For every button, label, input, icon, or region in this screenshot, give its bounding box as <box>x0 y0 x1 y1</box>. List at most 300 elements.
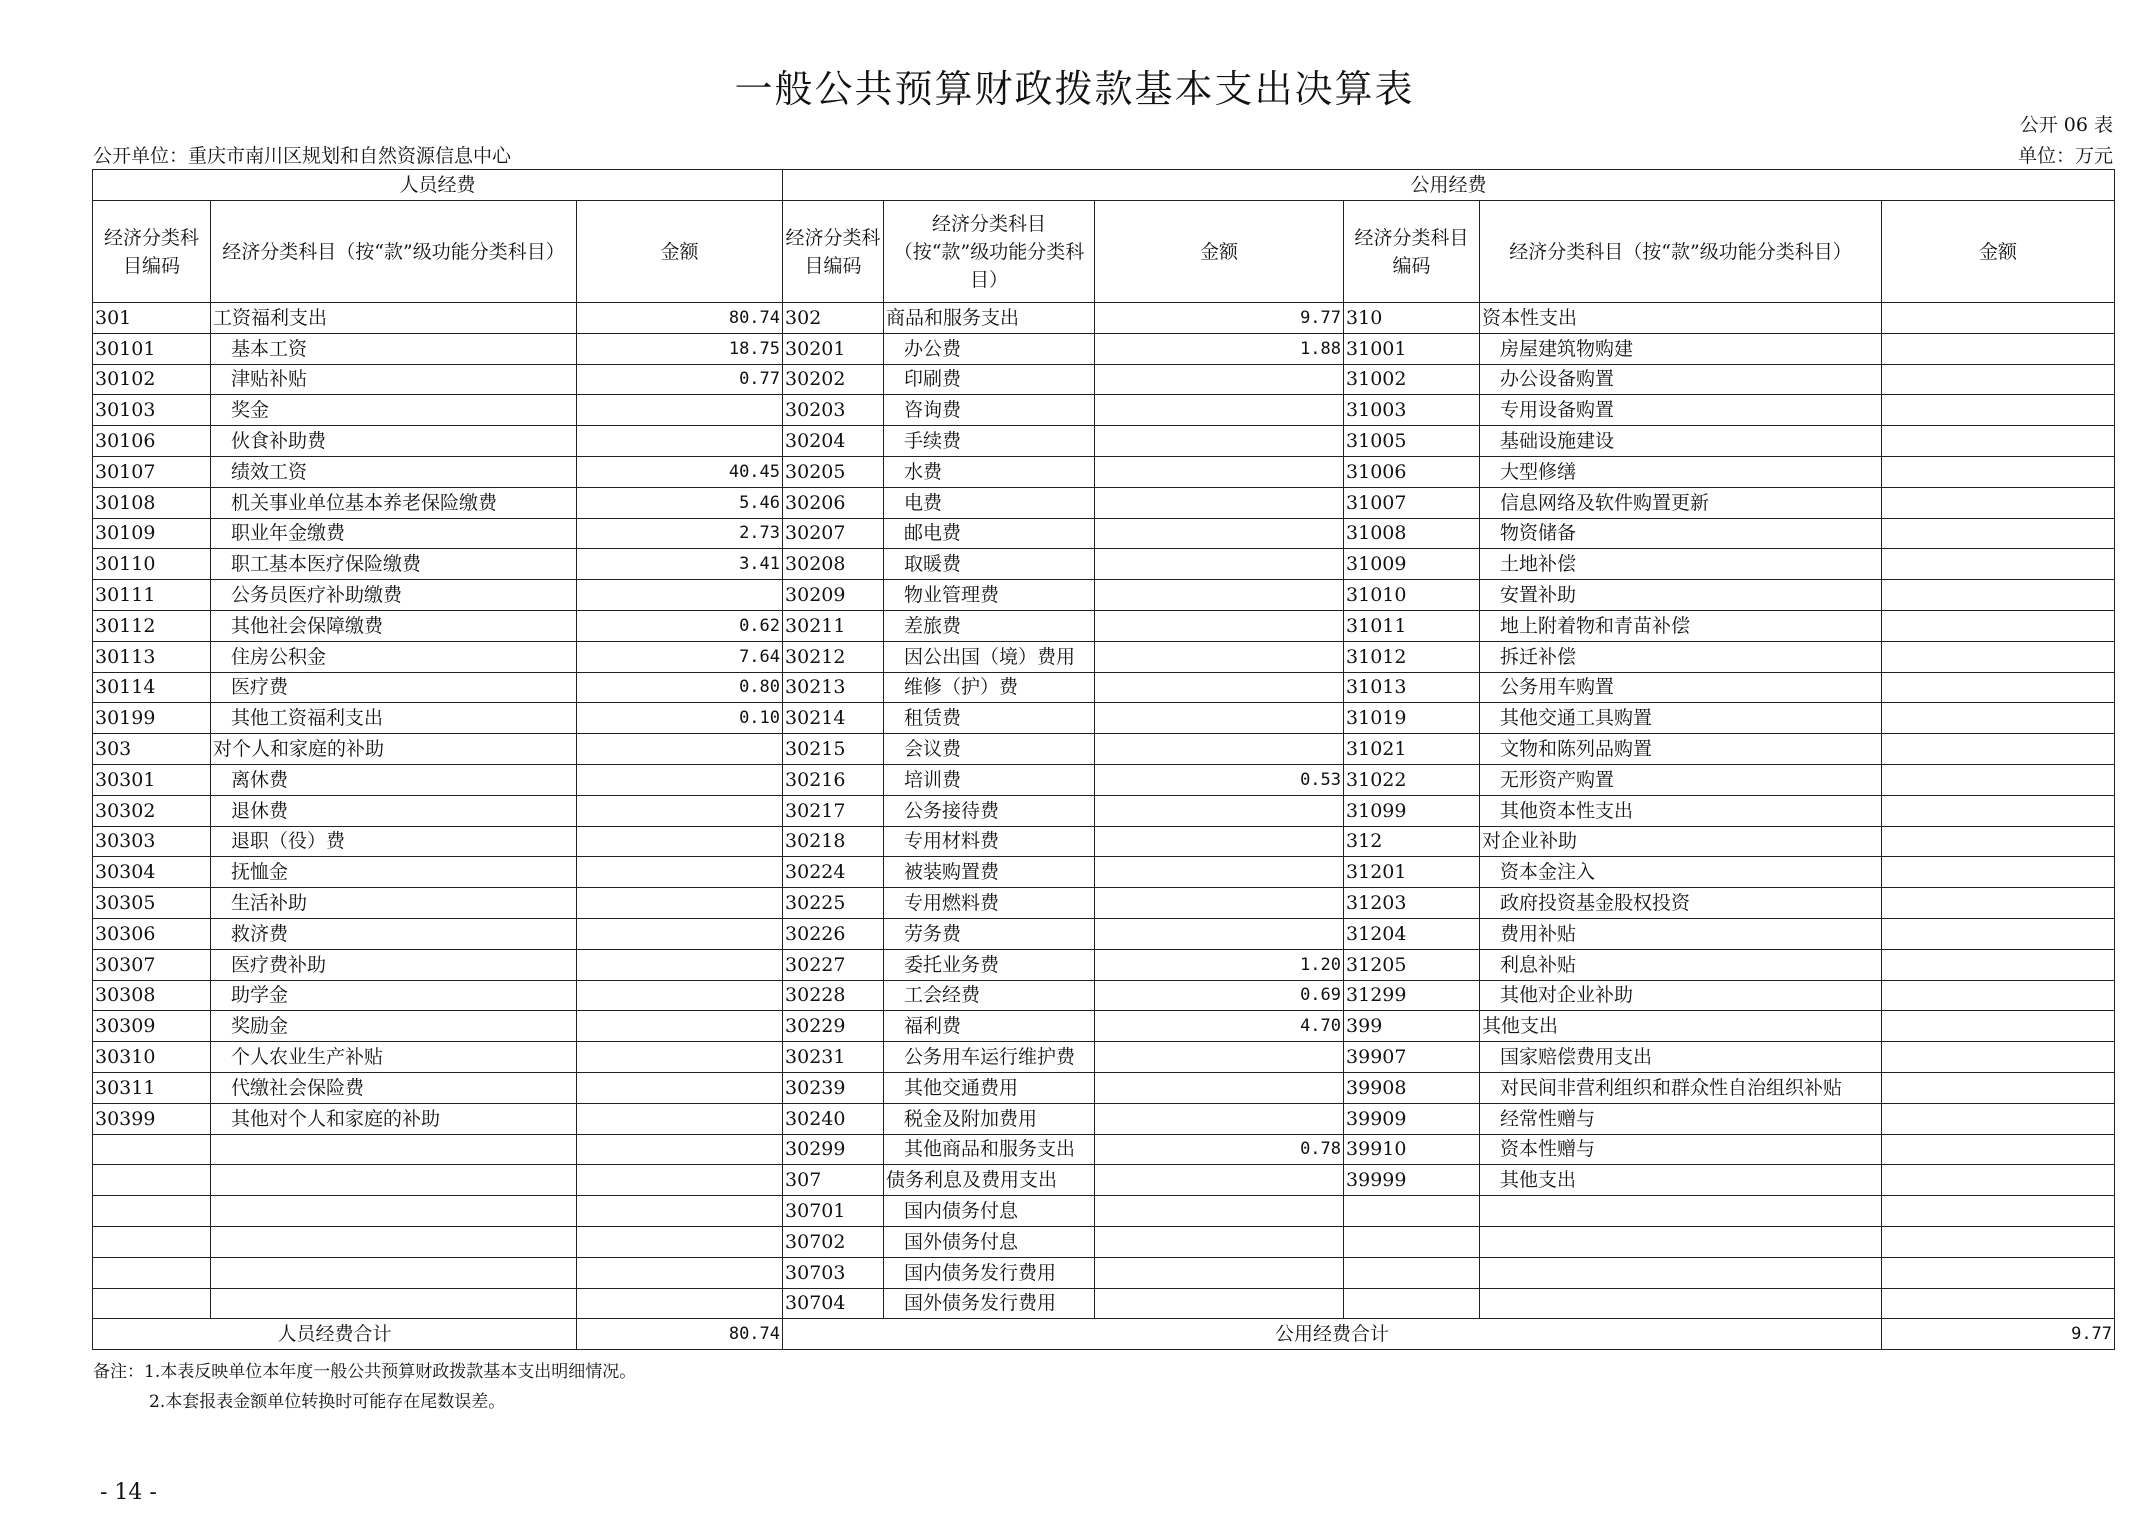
cell-amount <box>577 1257 783 1288</box>
cell-name: 地上附着物和青苗补偿 <box>1480 610 1882 641</box>
cell-name: 手续费 <box>884 426 1095 457</box>
cell-code: 31009 <box>1344 549 1480 580</box>
cell-name: 会议费 <box>884 734 1095 765</box>
cell-amount <box>1095 1226 1344 1257</box>
cell-code: 30209 <box>783 580 884 611</box>
cell-amount: 1.88 <box>1095 333 1344 364</box>
cell-name: 水费 <box>884 456 1095 487</box>
cell-name: 其他对企业补助 <box>1480 980 1882 1011</box>
cell-name: 电费 <box>884 487 1095 518</box>
cell-name: 差旅费 <box>884 610 1095 641</box>
cell-code: 30302 <box>93 795 211 826</box>
cell-code: 31201 <box>1344 857 1480 888</box>
cell-code: 31099 <box>1344 795 1480 826</box>
cell-name: 对民间非营利组织和群众性自治组织补贴 <box>1480 1072 1882 1103</box>
cell-amount <box>577 888 783 919</box>
cell-amount <box>1882 888 2115 919</box>
cell-code: 30306 <box>93 918 211 949</box>
cell-code: 30111 <box>93 580 211 611</box>
cell-code: 30101 <box>93 333 211 364</box>
cell-name: 专用设备购置 <box>1480 395 1882 426</box>
cell-amount <box>1882 1072 2115 1103</box>
cell-name: 国外债务发行费用 <box>884 1288 1095 1319</box>
cell-code: 312 <box>1344 826 1480 857</box>
cell-name: 物资储备 <box>1480 518 1882 549</box>
cell-amount <box>577 1011 783 1042</box>
cell-amount <box>1882 1103 2115 1134</box>
cell-amount <box>577 1042 783 1073</box>
cell-amount: 0.80 <box>577 672 783 703</box>
header-name: 经济分类科目（按“款”级功能分类科目） <box>211 201 577 303</box>
cell-name: 咨询费 <box>884 395 1095 426</box>
cell-code: 30110 <box>93 549 211 580</box>
cell-name: 公务接待费 <box>884 795 1095 826</box>
totals-row <box>93 1319 2115 1350</box>
cell-name: 安置补助 <box>1480 580 1882 611</box>
cell-amount <box>1095 918 1344 949</box>
cell-amount <box>577 734 783 765</box>
cell-code: 30704 <box>783 1288 884 1319</box>
cell-name: 津贴补贴 <box>211 364 577 395</box>
cell-code: 31021 <box>1344 734 1480 765</box>
cell-amount <box>577 1103 783 1134</box>
cell-amount <box>1095 456 1344 487</box>
cell-code: 31019 <box>1344 703 1480 734</box>
cell-amount <box>1095 734 1344 765</box>
expenditure-table <box>92 169 2115 1350</box>
cell-amount <box>1882 610 2115 641</box>
cell-name: 生活补助 <box>211 888 577 919</box>
cell-amount <box>1882 456 2115 487</box>
cell-amount <box>1095 395 1344 426</box>
cell-name: 其他支出 <box>1480 1165 1882 1196</box>
cell-name <box>1480 1226 1882 1257</box>
cell-name: 资本性赠与 <box>1480 1134 1882 1165</box>
cell-name: 国内债务发行费用 <box>884 1257 1095 1288</box>
cell-amount <box>1882 949 2115 980</box>
cell-name: 印刷费 <box>884 364 1095 395</box>
cell-name: 办公设备购置 <box>1480 364 1882 395</box>
cell-amount: 0.10 <box>577 703 783 734</box>
cell-amount <box>1882 1226 2115 1257</box>
cell-code: 31013 <box>1344 672 1480 703</box>
note-2: 2.本套报表金额单位转换时可能存在尾数误差。 <box>149 1392 506 1412</box>
personnel-total-amount: 80.74 <box>577 1319 783 1350</box>
table-row <box>93 1196 2115 1227</box>
cell-code: 31002 <box>1344 364 1480 395</box>
cell-code: 39910 <box>1344 1134 1480 1165</box>
cell-amount <box>1095 1165 1344 1196</box>
table-row <box>93 949 2115 980</box>
cell-amount <box>577 1165 783 1196</box>
cell-code: 31204 <box>1344 918 1480 949</box>
cell-amount <box>1882 303 2115 334</box>
cell-name: 大型修缮 <box>1480 456 1882 487</box>
cell-code: 30208 <box>783 549 884 580</box>
cell-code: 30102 <box>93 364 211 395</box>
cell-name: 职业年金缴费 <box>211 518 577 549</box>
cell-name: 代缴社会保险费 <box>211 1072 577 1103</box>
cell-amount <box>577 795 783 826</box>
cell-code: 30215 <box>783 734 884 765</box>
cell-code: 31011 <box>1344 610 1480 641</box>
cell-amount <box>1095 888 1344 919</box>
cell-name: 取暖费 <box>884 549 1095 580</box>
note-1: 备注：1.本表反映单位本年度一般公共预算财政拨款基本支出明细情况。 <box>93 1362 637 1382</box>
cell-name: 办公费 <box>884 333 1095 364</box>
section-public: 公用经费 <box>783 170 2115 201</box>
cell-name: 对企业补助 <box>1480 826 1882 857</box>
header-amount: 金额 <box>1095 201 1344 303</box>
cell-code: 30304 <box>93 857 211 888</box>
cell-name: 维修（护）费 <box>884 672 1095 703</box>
cell-name <box>211 1226 577 1257</box>
cell-code: 30114 <box>93 672 211 703</box>
cell-amount <box>1095 1257 1344 1288</box>
cell-code: 31299 <box>1344 980 1480 1011</box>
cell-code: 30229 <box>783 1011 884 1042</box>
cell-name: 绩效工资 <box>211 456 577 487</box>
public-total-label: 公用经费合计 <box>783 1319 1882 1350</box>
cell-code: 30309 <box>93 1011 211 1042</box>
cell-code: 30109 <box>93 518 211 549</box>
table-row <box>93 580 2115 611</box>
table-row <box>93 303 2115 334</box>
cell-amount <box>577 826 783 857</box>
cell-name: 对个人和家庭的补助 <box>211 734 577 765</box>
cell-amount: 0.69 <box>1095 980 1344 1011</box>
cell-amount <box>1095 703 1344 734</box>
cell-name: 其他交通工具购置 <box>1480 703 1882 734</box>
cell-code <box>93 1165 211 1196</box>
cell-amount: 0.78 <box>1095 1134 1344 1165</box>
cell-name: 拆迁补偿 <box>1480 641 1882 672</box>
table-row <box>93 426 2115 457</box>
cell-code: 30303 <box>93 826 211 857</box>
cell-code: 30702 <box>783 1226 884 1257</box>
cell-amount: 0.53 <box>1095 764 1344 795</box>
cell-name: 土地补偿 <box>1480 549 1882 580</box>
cell-code <box>93 1288 211 1319</box>
cell-amount <box>577 949 783 980</box>
cell-name: 基础设施建设 <box>1480 426 1882 457</box>
cell-amount <box>1882 1011 2115 1042</box>
cell-name: 债务利息及费用支出 <box>884 1165 1095 1196</box>
cell-name: 因公出国（境）费用 <box>884 641 1095 672</box>
cell-amount <box>1882 487 2115 518</box>
table-row <box>93 1134 2115 1165</box>
cell-name: 利息补贴 <box>1480 949 1882 980</box>
header-amount: 金额 <box>577 201 783 303</box>
cell-code: 31006 <box>1344 456 1480 487</box>
table-row <box>93 1011 2115 1042</box>
cell-name <box>1480 1196 1882 1227</box>
cell-name: 公务用车购置 <box>1480 672 1882 703</box>
cell-amount <box>1882 1288 2115 1319</box>
table-row <box>93 918 2115 949</box>
table-row <box>93 1072 2115 1103</box>
cell-name <box>211 1165 577 1196</box>
cell-name: 被装购置费 <box>884 857 1095 888</box>
cell-code: 30199 <box>93 703 211 734</box>
cell-name: 救济费 <box>211 918 577 949</box>
cell-code: 30206 <box>783 487 884 518</box>
page-title: 一般公共预算财政拨款基本支出决算表 <box>734 67 1415 111</box>
cell-name: 奖金 <box>211 395 577 426</box>
cell-code: 30399 <box>93 1103 211 1134</box>
cell-amount: 18.75 <box>577 333 783 364</box>
table-row <box>93 395 2115 426</box>
cell-amount <box>1095 1103 1344 1134</box>
cell-code: 30217 <box>783 795 884 826</box>
cell-amount <box>1882 1042 2115 1073</box>
cell-code: 30216 <box>783 764 884 795</box>
cell-amount <box>577 395 783 426</box>
section-personnel: 人员经费 <box>93 170 783 201</box>
unit-name: 公开单位：重庆市南川区规划和自然资源信息中心 <box>93 145 512 167</box>
currency-unit: 单位：万元 <box>2017 145 2113 167</box>
cell-amount <box>1095 1072 1344 1103</box>
cell-name: 其他资本性支出 <box>1480 795 1882 826</box>
cell-code: 310 <box>1344 303 1480 334</box>
cell-code: 30103 <box>93 395 211 426</box>
cell-amount <box>1095 1196 1344 1227</box>
cell-name: 工会经费 <box>884 980 1095 1011</box>
cell-name: 公务员医疗补助缴费 <box>211 580 577 611</box>
cell-code: 30202 <box>783 364 884 395</box>
cell-code <box>93 1134 211 1165</box>
cell-amount: 5.46 <box>577 487 783 518</box>
cell-amount <box>1095 426 1344 457</box>
cell-amount <box>1095 487 1344 518</box>
table-row <box>93 857 2115 888</box>
cell-amount <box>577 1226 783 1257</box>
cell-code: 39908 <box>1344 1072 1480 1103</box>
cell-amount <box>1095 795 1344 826</box>
table-row <box>93 1103 2115 1134</box>
table-row <box>93 1288 2115 1319</box>
cell-name: 奖励金 <box>211 1011 577 1042</box>
table-row <box>93 1165 2115 1196</box>
table-row <box>93 703 2115 734</box>
cell-name: 国外债务付息 <box>884 1226 1095 1257</box>
notes <box>93 1357 636 1417</box>
cell-name: 其他商品和服务支出 <box>884 1134 1095 1165</box>
cell-amount <box>1882 764 2115 795</box>
cell-code: 30228 <box>783 980 884 1011</box>
header-code: 经济分类科目编码 <box>1344 201 1480 303</box>
cell-code: 31003 <box>1344 395 1480 426</box>
cell-code: 30701 <box>783 1196 884 1227</box>
cell-name: 个人农业生产补贴 <box>211 1042 577 1073</box>
cell-name: 培训费 <box>884 764 1095 795</box>
table-row <box>93 487 2115 518</box>
cell-name: 医疗费 <box>211 672 577 703</box>
cell-amount <box>1095 641 1344 672</box>
cell-name <box>211 1288 577 1319</box>
cell-name: 其他社会保障缴费 <box>211 610 577 641</box>
cell-name: 税金及附加费用 <box>884 1103 1095 1134</box>
cell-amount <box>1095 549 1344 580</box>
cell-name: 退职（役）费 <box>211 826 577 857</box>
cell-code: 31205 <box>1344 949 1480 980</box>
cell-amount: 3.41 <box>577 549 783 580</box>
cell-code: 30214 <box>783 703 884 734</box>
table-row <box>93 610 2115 641</box>
cell-amount <box>1882 364 2115 395</box>
cell-code: 31022 <box>1344 764 1480 795</box>
cell-code: 30240 <box>783 1103 884 1134</box>
cell-amount <box>1095 1042 1344 1073</box>
cell-amount <box>1882 672 2115 703</box>
cell-code: 30203 <box>783 395 884 426</box>
cell-code: 30311 <box>93 1072 211 1103</box>
cell-code: 30227 <box>783 949 884 980</box>
cell-name <box>1480 1257 1882 1288</box>
cell-amount <box>1882 1257 2115 1288</box>
cell-name: 福利费 <box>884 1011 1095 1042</box>
cell-amount <box>577 1072 783 1103</box>
cell-name: 其他支出 <box>1480 1011 1882 1042</box>
cell-code: 30113 <box>93 641 211 672</box>
cell-amount <box>1882 518 2115 549</box>
table-row <box>93 980 2115 1011</box>
cell-name: 邮电费 <box>884 518 1095 549</box>
cell-name: 房屋建筑物购建 <box>1480 333 1882 364</box>
cell-amount <box>577 1288 783 1319</box>
cell-amount <box>1882 333 2115 364</box>
cell-code: 30239 <box>783 1072 884 1103</box>
cell-code: 30106 <box>93 426 211 457</box>
cell-name: 职工基本医疗保险缴费 <box>211 549 577 580</box>
header-name: 经济分类科目（按“款”级功能分类科目） <box>884 201 1095 303</box>
cell-name: 其他对个人和家庭的补助 <box>211 1103 577 1134</box>
cell-amount <box>1882 580 2115 611</box>
cell-name: 工资福利支出 <box>211 303 577 334</box>
cell-name: 国家赔偿费用支出 <box>1480 1042 1882 1073</box>
cell-code <box>1344 1226 1480 1257</box>
cell-amount <box>1095 826 1344 857</box>
cell-code: 31203 <box>1344 888 1480 919</box>
cell-name <box>211 1134 577 1165</box>
cell-code: 39909 <box>1344 1103 1480 1134</box>
cell-amount: 40.45 <box>577 456 783 487</box>
cell-code: 30205 <box>783 456 884 487</box>
cell-name <box>1480 1288 1882 1319</box>
table-row <box>93 888 2115 919</box>
personnel-total-label: 人员经费合计 <box>93 1319 577 1350</box>
cell-name: 租赁费 <box>884 703 1095 734</box>
cell-name: 无形资产购置 <box>1480 764 1882 795</box>
cell-amount <box>577 1134 783 1165</box>
cell-code: 31005 <box>1344 426 1480 457</box>
cell-amount <box>577 764 783 795</box>
cell-amount <box>1095 1288 1344 1319</box>
cell-amount <box>1095 610 1344 641</box>
table-row <box>93 672 2115 703</box>
cell-name: 专用材料费 <box>884 826 1095 857</box>
cell-name: 离休费 <box>211 764 577 795</box>
header-name: 经济分类科目（按“款”级功能分类科目） <box>1480 201 1882 303</box>
cell-amount <box>1882 1196 2115 1227</box>
cell-name: 医疗费补助 <box>211 949 577 980</box>
cell-amount <box>1882 1134 2115 1165</box>
table-row <box>93 549 2115 580</box>
cell-amount <box>1095 580 1344 611</box>
cell-code: 30231 <box>783 1042 884 1073</box>
cell-code: 30307 <box>93 949 211 980</box>
cell-name: 商品和服务支出 <box>884 303 1095 334</box>
cell-amount <box>1882 426 2115 457</box>
cell-code <box>93 1226 211 1257</box>
cell-name: 物业管理费 <box>884 580 1095 611</box>
cell-amount <box>1882 395 2115 426</box>
cell-code: 31012 <box>1344 641 1480 672</box>
cell-code <box>1344 1288 1480 1319</box>
header-code: 经济分类科目编码 <box>93 201 211 303</box>
cell-name: 专用燃料费 <box>884 888 1095 919</box>
header-amount: 金额 <box>1882 201 2115 303</box>
cell-name: 其他工资福利支出 <box>211 703 577 734</box>
cell-amount <box>1882 734 2115 765</box>
cell-code: 30207 <box>783 518 884 549</box>
cell-code: 30201 <box>783 333 884 364</box>
table-row <box>93 456 2115 487</box>
table-row <box>93 1226 2115 1257</box>
cell-code: 31007 <box>1344 487 1480 518</box>
cell-amount <box>1882 1165 2115 1196</box>
cell-code: 30211 <box>783 610 884 641</box>
cell-code: 30112 <box>93 610 211 641</box>
cell-code <box>1344 1257 1480 1288</box>
cell-amount: 0.62 <box>577 610 783 641</box>
cell-amount <box>1882 826 2115 857</box>
cell-code: 399 <box>1344 1011 1480 1042</box>
cell-name <box>211 1196 577 1227</box>
table-row <box>93 641 2115 672</box>
cell-amount <box>577 580 783 611</box>
cell-name: 政府投资基金股权投资 <box>1480 888 1882 919</box>
cell-amount <box>577 857 783 888</box>
cell-name: 退休费 <box>211 795 577 826</box>
cell-name: 国内债务付息 <box>884 1196 1095 1227</box>
cell-name: 伙食补助费 <box>211 426 577 457</box>
cell-amount: 1.20 <box>1095 949 1344 980</box>
cell-code <box>1344 1196 1480 1227</box>
cell-amount <box>1095 672 1344 703</box>
cell-code: 30204 <box>783 426 884 457</box>
cell-amount <box>1095 518 1344 549</box>
cell-code: 30299 <box>783 1134 884 1165</box>
cell-name: 住房公积金 <box>211 641 577 672</box>
cell-code: 30226 <box>783 918 884 949</box>
cell-code: 31008 <box>1344 518 1480 549</box>
cell-name: 助学金 <box>211 980 577 1011</box>
table-row <box>93 364 2115 395</box>
cell-code: 30310 <box>93 1042 211 1073</box>
column-header-row <box>93 201 2115 303</box>
table-row <box>93 734 2115 765</box>
cell-amount <box>577 918 783 949</box>
cell-amount: 2.73 <box>577 518 783 549</box>
cell-code: 30305 <box>93 888 211 919</box>
table-row <box>93 764 2115 795</box>
cell-code: 39999 <box>1344 1165 1480 1196</box>
cell-code: 302 <box>783 303 884 334</box>
cell-name: 公务用车运行维护费 <box>884 1042 1095 1073</box>
cell-name: 机关事业单位基本养老保险缴费 <box>211 487 577 518</box>
cell-name: 信息网络及软件购置更新 <box>1480 487 1882 518</box>
